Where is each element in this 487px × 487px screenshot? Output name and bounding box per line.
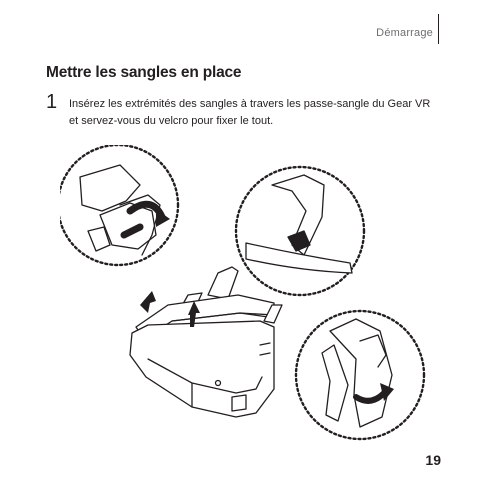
magnifier-circle-icon	[60, 145, 178, 265]
magnifier-circle-icon-bottom	[296, 311, 424, 439]
page-number: 19	[425, 452, 441, 468]
section-label: Démarrage	[376, 27, 433, 39]
magnifier-circle-icon-right	[236, 167, 364, 295]
header-divider	[438, 14, 439, 44]
strap-illustration	[60, 145, 440, 445]
step-number: 1	[46, 91, 58, 113]
gear-vr-headset-icon	[130, 267, 282, 417]
page-heading: Mettre les sangles en place	[46, 64, 242, 81]
step-text: Insérez les extrémités des sangles à travers les passe-sangle du Gear VR et servez-vous du velcro pour fixer le tout.	[69, 98, 431, 127]
